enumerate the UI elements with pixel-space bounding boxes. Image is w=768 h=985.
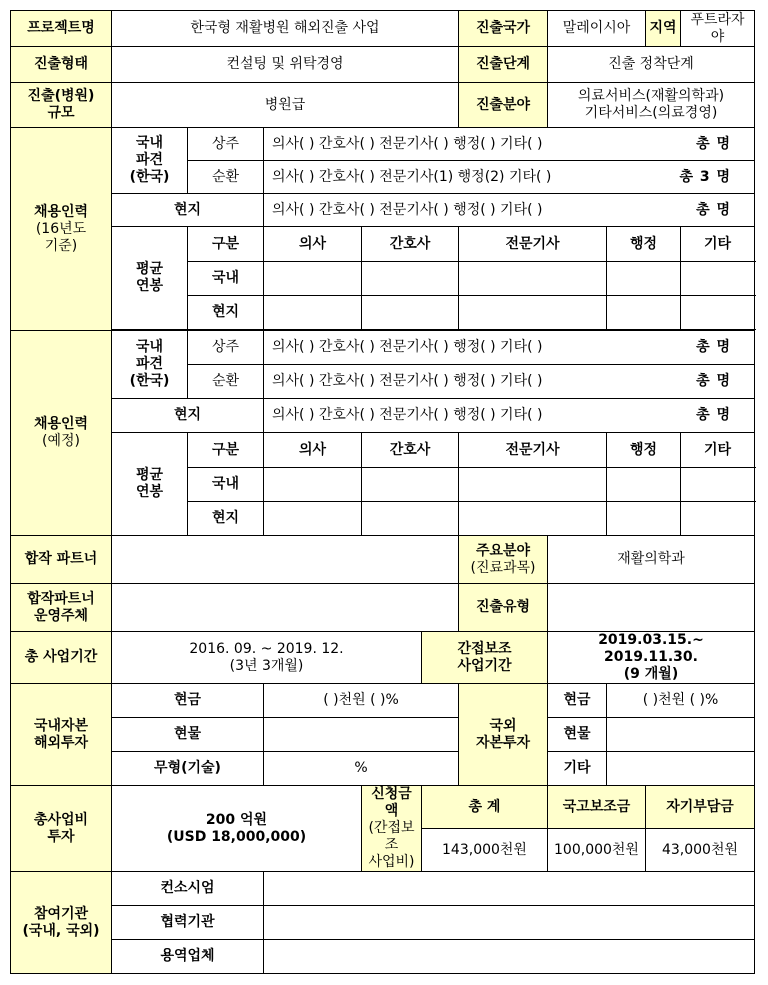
hiring-planned-local-total: 총 명 <box>696 407 731 423</box>
hiring-2016-label-line1: 채용인력 <box>33 203 89 220</box>
foreign-investment-label <box>459 684 548 786</box>
hiring-planned-rotating-label: 순환 <box>188 365 264 399</box>
partner-operator-label-line1: 합작파트너 <box>27 590 95 607</box>
period-value-line2: (3년 3개월) <box>229 657 304 674</box>
hiring-2016-salary-line2: 연봉 <box>135 278 164 294</box>
hiring-planned-rotating-total: 총 명 <box>696 373 731 389</box>
hiring-2016-resident-positions: 의사( ) 간호사( ) 전문기사( ) 행정( ) 기타( ) <box>272 135 543 152</box>
hiring-2016-resident-total: 총 명 <box>696 135 731 152</box>
domestic-cash-value[interactable]: ( )천원 ( )% <box>264 684 459 718</box>
hiring-2016-salary-label <box>112 227 188 330</box>
hiring-planned-domestic-admin[interactable] <box>607 468 681 502</box>
hiring-planned-col-other: 기타 <box>681 433 755 468</box>
partner-operator-label <box>11 584 112 632</box>
foreign-cash-label: 현금 <box>548 684 607 718</box>
intangible-value[interactable]: % <box>264 752 459 786</box>
hiring-planned-col-doctor: 의사 <box>264 433 362 468</box>
hiring-planned-rotating-row[interactable] <box>264 365 755 399</box>
hiring-planned-resident-label: 상주 <box>188 331 264 365</box>
field-label: 진출분야 <box>459 83 548 128</box>
hiring-planned-col-nurse: 간호사 <box>362 433 459 468</box>
hiring-planned-label <box>11 331 112 536</box>
foreign-other-label: 기타 <box>548 752 607 786</box>
hiring-2016-col-nurse: 간호사 <box>362 227 459 262</box>
hiring-planned-resident-positions: 의사( ) 간호사( ) 전문기사( ) 행정( ) 기타( ) <box>272 339 543 355</box>
request-amount-label-line2: (간접보조 <box>368 820 415 853</box>
entry-stage-value[interactable]: 진출 정착단계 <box>548 47 755 83</box>
hiring-2016-row-domestic: 국내 <box>188 262 264 296</box>
domestic-investment-label-line2: 해외투자 <box>33 734 89 751</box>
main-field-label-line2: (진료과목) <box>470 559 536 576</box>
consortium-label: 컨소시엄 <box>112 872 264 906</box>
service-vendor-value[interactable] <box>264 940 755 974</box>
hiring-planned-col-admin: 행정 <box>607 433 681 468</box>
hiring-2016-rotating-row[interactable] <box>264 161 755 194</box>
field-value-line1: 의료서비스(재활의학과) <box>577 88 725 104</box>
hiring-planned-local-admin[interactable] <box>607 502 681 536</box>
foreign-cash-value[interactable]: ( )천원 ( )% <box>607 684 755 718</box>
partner-label: 합작 파트너 <box>11 536 112 584</box>
participants-label <box>11 872 112 974</box>
request-amount-label-line3: 사업비) <box>368 854 415 870</box>
project-form-table <box>10 10 755 974</box>
hiring-planned-resident-total: 총 명 <box>696 339 731 355</box>
hiring-planned-col-category: 구분 <box>188 433 264 468</box>
hiring-2016-domestic-doctor[interactable] <box>264 262 362 296</box>
total-investment-value[interactable] <box>112 786 362 872</box>
hiring-2016-resident-row[interactable] <box>264 128 755 161</box>
self-amount-value[interactable]: 43,000천원 <box>646 829 755 872</box>
indirect-period-value-line1: 2019.03.15.~ 2019.11.30. <box>598 632 704 665</box>
hiring-planned-domestic-line1: 국내 <box>135 339 164 355</box>
hiring-2016-rotating-total: 총 3 명 <box>679 168 731 185</box>
total-amount-value[interactable]: 143,000천원 <box>422 829 548 872</box>
total-investment-value-line2: (USD 18,000,000) <box>166 828 307 845</box>
hiring-planned-col-technician: 전문기사 <box>459 433 607 468</box>
entry-kind-value[interactable] <box>548 584 755 632</box>
hiring-2016-domestic-line2: 파견 <box>135 152 164 168</box>
hiring-planned-label-line1: 채용인력 <box>33 416 89 432</box>
hiring-2016-local-row[interactable] <box>264 194 755 227</box>
foreign-investment-label-line2: 자본투자 <box>475 734 531 751</box>
hiring-planned-resident-row[interactable] <box>264 331 755 365</box>
hiring-2016-label-line3: 기준) <box>44 237 78 254</box>
period-value-line1: 2016. 09. ~ 2019. 12. <box>189 640 344 657</box>
total-investment-value-line1: 200 억원 <box>205 811 268 828</box>
intangible-label: 무형(기술) <box>112 752 264 786</box>
hiring-planned-local-nurse[interactable] <box>362 502 459 536</box>
partner-operator-value[interactable] <box>112 584 459 632</box>
hiring-planned-domestic-line2: 파견 <box>135 356 164 372</box>
total-investment-label-line1: 총사업비 <box>33 811 89 828</box>
foreign-investment-label-line1: 국외 <box>489 717 517 734</box>
hiring-2016-resident-label: 상주 <box>188 128 264 161</box>
domestic-investment-label-line1: 국내자본 <box>33 717 89 734</box>
main-field-label <box>459 536 548 584</box>
hiring-2016-rotating-positions: 의사( ) 간호사( ) 전문기사(1) 행정(2) 기타( ) <box>272 168 552 185</box>
period-value[interactable] <box>112 632 422 684</box>
hiring-planned-domestic-technician[interactable] <box>459 468 607 502</box>
hiring-2016-col-admin: 행정 <box>607 227 681 262</box>
hiring-2016-salary-line1: 평균 <box>135 261 164 277</box>
project-name-label: 프로젝트명 <box>11 11 112 47</box>
hiring-2016-local-admin[interactable] <box>607 296 681 330</box>
scale-label <box>11 83 112 128</box>
hiring-planned-local-other[interactable] <box>681 502 755 536</box>
partner-operator-label-line2: 운영주체 <box>33 607 89 624</box>
hiring-2016-domestic-line3: (한국) <box>129 169 170 185</box>
scale-label-line1: 진출(병원) <box>27 88 95 104</box>
hiring-planned-domestic-other[interactable] <box>681 468 755 502</box>
domestic-investment-label <box>11 684 112 786</box>
indirect-period-label <box>422 632 548 684</box>
hiring-2016-col-technician: 전문기사 <box>459 227 607 262</box>
hiring-planned-local-positions: 의사( ) 간호사( ) 전문기사( ) 행정( ) 기타( ) <box>272 407 543 423</box>
foreign-inkind-label: 현물 <box>548 718 607 752</box>
hiring-2016-domestic-technician[interactable] <box>459 262 607 296</box>
project-name-value[interactable]: 한국형 재활병원 해외진출 사업 <box>112 11 459 47</box>
region-label: 지역 <box>646 11 681 47</box>
field-value[interactable] <box>548 83 755 128</box>
main-field-value[interactable]: 재활의학과 <box>548 536 755 584</box>
hiring-planned-domestic-line3: (한국) <box>129 373 170 389</box>
foreign-other-value[interactable] <box>607 752 755 786</box>
entry-stage-label: 진출단계 <box>459 47 548 83</box>
hiring-2016-label <box>11 128 112 331</box>
hiring-2016-domestic-line1: 국내 <box>135 135 164 151</box>
subsidy-amount-value[interactable]: 100,000천원 <box>548 829 646 872</box>
indirect-period-value[interactable] <box>548 632 755 684</box>
hiring-planned-domestic-nurse[interactable] <box>362 468 459 502</box>
indirect-period-label-line1: 간접보조 <box>457 640 512 657</box>
hiring-2016-label-line2: (16년도 <box>35 220 87 237</box>
consortium-value[interactable] <box>264 872 755 906</box>
hiring-2016-domestic-label <box>112 128 188 194</box>
hiring-2016-rotating-label: 순환 <box>188 161 264 194</box>
hiring-2016-col-category: 구분 <box>188 227 264 262</box>
domestic-cash-label: 현금 <box>112 684 264 718</box>
hiring-2016-local-technician[interactable] <box>459 296 607 330</box>
hiring-2016-local-label: 현지 <box>112 194 264 227</box>
field-value-line2: 기타서비스(의료경영) <box>584 105 718 121</box>
hiring-planned-domestic-doctor[interactable] <box>264 468 362 502</box>
scale-label-line2: 규모 <box>47 105 75 121</box>
self-col-label: 자기부담금 <box>646 786 755 829</box>
service-vendor-label: 용역업체 <box>112 940 264 974</box>
cooperation-value[interactable] <box>264 906 755 940</box>
hiring-2016-local-positions: 의사( ) 간호사( ) 전문기사( ) 행정( ) 기타( ) <box>272 201 543 218</box>
main-field-label-line1: 주요분야 <box>475 542 531 559</box>
scale-value[interactable]: 병원급 <box>112 83 459 128</box>
domestic-inkind-value[interactable] <box>264 718 459 752</box>
hiring-planned-row-local: 현지 <box>188 502 264 536</box>
hiring-2016-col-other: 기타 <box>681 227 755 262</box>
period-label: 총 사업기간 <box>11 632 112 684</box>
entry-kind-label: 진출유형 <box>459 584 548 632</box>
hiring-planned-salary-label <box>112 433 188 536</box>
country-value[interactable]: 말레이시아 <box>548 11 646 47</box>
hiring-planned-domestic-label <box>112 331 188 399</box>
hiring-2016-col-doctor: 의사 <box>264 227 362 262</box>
hiring-planned-salary-line1: 평균 <box>135 467 164 483</box>
region-value[interactable]: 푸트라자야 <box>681 11 755 47</box>
hiring-2016-local-other[interactable] <box>681 296 755 330</box>
entry-type-value[interactable]: 컨설팅 및 위탁경영 <box>112 47 459 83</box>
partner-value[interactable] <box>112 536 459 584</box>
cooperation-label: 협력기관 <box>112 906 264 940</box>
hiring-planned-label-line2: (예정) <box>42 433 80 449</box>
hiring-planned-local-label: 현지 <box>112 399 264 433</box>
hiring-planned-rotating-positions: 의사( ) 간호사( ) 전문기사( ) 행정( ) 기타( ) <box>272 373 543 389</box>
request-amount-label <box>362 786 422 872</box>
total-investment-label-line2: 투자 <box>47 828 75 845</box>
participants-label-line1: 참여기관 <box>33 905 89 922</box>
foreign-inkind-value[interactable] <box>607 718 755 752</box>
request-amount-label-line1: 신청금액 <box>371 786 412 819</box>
hiring-planned-salary-line2: 연봉 <box>135 484 164 500</box>
hiring-2016-domestic-nurse[interactable] <box>362 262 459 296</box>
indirect-period-label-line2: 사업기간 <box>457 657 512 674</box>
subsidy-col-label: 국고보조금 <box>548 786 646 829</box>
hiring-planned-local-row[interactable] <box>264 399 755 433</box>
indirect-period-value-line2: (9 개월) <box>623 666 679 682</box>
total-investment-label <box>11 786 112 872</box>
hiring-2016-domestic-admin[interactable] <box>607 262 681 296</box>
hiring-2016-local-nurse[interactable] <box>362 296 459 330</box>
hiring-2016-local-doctor[interactable] <box>264 296 362 330</box>
hiring-2016-local-total: 총 명 <box>696 201 731 218</box>
hiring-2016-domestic-other[interactable] <box>681 262 755 296</box>
entry-type-label: 진출형태 <box>11 47 112 83</box>
hiring-planned-local-technician[interactable] <box>459 502 607 536</box>
hiring-planned-row-domestic: 국내 <box>188 468 264 502</box>
application-form <box>10 10 754 974</box>
total-col-label: 총 계 <box>422 786 548 829</box>
hiring-2016-row-local: 현지 <box>188 296 264 330</box>
participants-label-line2: (국내, 국외) <box>22 922 100 939</box>
country-label: 진출국가 <box>459 11 548 47</box>
hiring-planned-local-doctor[interactable] <box>264 502 362 536</box>
domestic-inkind-label: 현물 <box>112 718 264 752</box>
